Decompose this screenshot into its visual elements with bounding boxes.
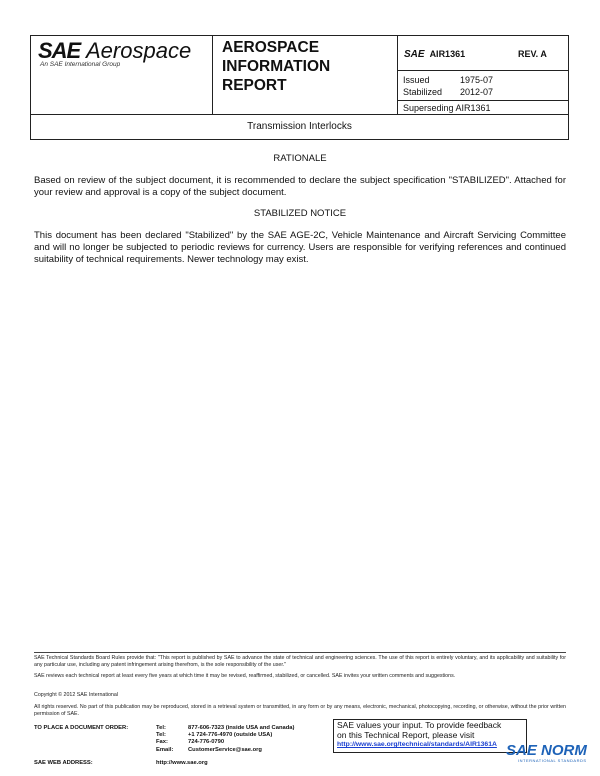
web-address-link[interactable]: http://www.sae.org — [156, 760, 208, 766]
logo-subtitle: An SAE International Group — [40, 61, 121, 68]
order-label: TO PLACE A DOCUMENT ORDER: — [34, 725, 129, 731]
feedback-line: SAE values your input. To provide feedback — [337, 720, 502, 730]
copyright-text: Copyright © 2012 SAE International — [34, 692, 118, 698]
doc-type-line: AEROSPACE — [222, 39, 320, 56]
tsb-rules-text: SAE Technical Standards Board Rules provide that: "This report is published by SAE to advance the state of technical and engineering sciences. The use of this report is entirely voluntary, and its applicability and suitability for any particular use, including any patent infringement arising therefrom, is the sole responsibility of the user." — [34, 655, 566, 668]
feedback-line: on this Technical Report, please visit — [337, 729, 475, 740]
fax-value: 724-776-0790 — [188, 739, 225, 746]
issued-value: 1975-07 — [460, 75, 494, 85]
rationale-heading: RATIONALE — [273, 153, 327, 164]
sae-norm-watermark: SAE NORM — [506, 742, 587, 759]
doc-type-line: REPORT — [222, 77, 287, 94]
sae-mini-logo: SAE — [404, 49, 425, 60]
footer-divider — [34, 652, 566, 653]
web-address-label: SAE WEB ADDRESS: — [34, 760, 93, 766]
tel2-value: +1 724-776-4970 (outside USA) — [188, 732, 273, 739]
logo-wordmark: Aerospace — [86, 38, 192, 63]
watermark-subtitle: INTERNATIONAL STANDARDS — [518, 758, 587, 763]
tel-value: 877-606-7323 (inside USA and Canada) — [188, 725, 295, 731]
fax-label: Fax: — [156, 739, 168, 746]
contact-labels — [156, 725, 173, 754]
feedback-box — [333, 719, 527, 753]
superseding-note: Superseding AIR1361 — [403, 103, 491, 113]
contact-values — [188, 725, 294, 754]
rights-text: All rights reserved. No part of this publication may be reproduced, stored in a retrieval system or transmitted, in any form or by any means, electronic, mechanical, photocopying, recording, or otherwise, without the prior written permission of SAE. — [34, 704, 566, 717]
stabilized-value: 2012-07 — [460, 87, 494, 97]
email-label: Email: — [156, 746, 174, 753]
doc-number-text: AIR1361 — [429, 49, 466, 59]
issued-label: Issued — [403, 75, 430, 85]
revision-label: REV. A — [518, 49, 547, 59]
stabilized-heading: STABILIZED NOTICE — [253, 208, 347, 219]
document-type — [222, 38, 330, 95]
email-link[interactable]: CustomerService@sae.org — [188, 746, 262, 753]
tel-label: Tel: — [156, 725, 166, 731]
rationale-text: Based on review of the subject document, it is recommended to declare the subject specification "STABILIZED". Attached for your review and approval is a copy of the subject document. — [34, 175, 566, 198]
header-divider — [397, 100, 569, 101]
stabilized-label: Stabilized — [403, 87, 443, 97]
doc-type-line: INFORMATION — [222, 58, 331, 75]
document-number — [404, 49, 465, 60]
tel2-label: Tel: — [156, 732, 166, 739]
header-divider — [397, 70, 569, 71]
stabilized-text: This document has been declared "Stabilized" by the SAE AGE-2C, Vehicle Maintenance and Aircraft Servicing Committee and will no longer be subjected to periodic reviews for currency. Users are responsible for verifying references and continued suitability of technical requirements. Newer technology may exist. — [34, 230, 566, 265]
sae-logo-mark: SAE — [38, 38, 81, 63]
review-note-text: SAE reviews each technical report at least every five years at which time it may be revised, reaffirmed, stabilized, or cancelled. SAE invites your written comments and suggestions. — [34, 673, 456, 679]
header-divider — [397, 35, 398, 115]
feedback-link[interactable]: http://www.sae.org/technical/standards/AIR1361A — [337, 741, 497, 748]
header-divider — [212, 35, 213, 115]
document-title: Transmission Interlocks — [30, 115, 569, 140]
